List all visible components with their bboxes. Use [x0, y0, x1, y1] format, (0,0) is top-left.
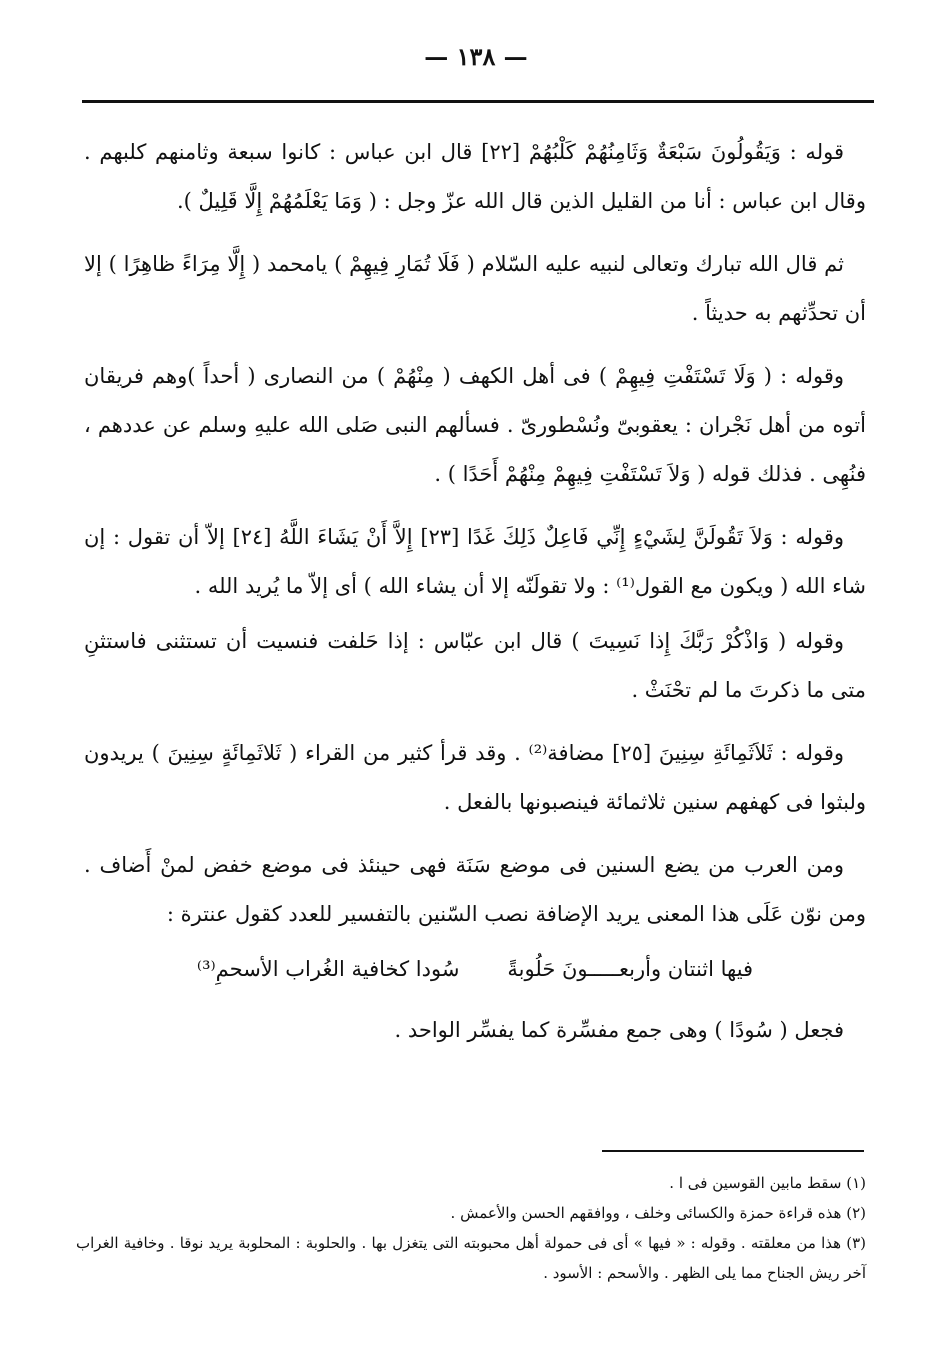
verse-first-hemistich: فيها اثنتان وأربعـــــونَ حَلُوبةً	[507, 957, 754, 981]
paragraph-verse-23-24: وقوله : وَلاَ تَقُولَنَّ لِشَيْءٍ إِنِّي فَاعِلٌ ذَلِكَ غَدًا [٢٣] إِلاَّ أَنْ يَشَاءَ اللَّهُ [٢٤] إلاّ أن تقول : إن شاء الله ( ويكون مع القول⁽¹⁾ : ولا تقولَنّه إلا أن يشاء الله ) أى إلاّ ما يُريد الله .	[84, 525, 866, 598]
main-text	[84, 128, 866, 1069]
header-rule	[82, 100, 874, 103]
paragraph-do-not-dispute: ثم قال الله تبارك وتعالى لنبيه عليه السّلام ( فَلَا تُمَارِ فِيهِمْ ) يامحمد ( إِلَّا مِرَاءً ظاهِرًا ) إلا أن تحدِّثهم به حديثاً .	[84, 252, 866, 325]
footnote-2: (٢) هذه قراءة حمزة والكسائى وخلف ، ووافقهم الحسن والأعمش .	[450, 1204, 866, 1222]
poetry-verse	[84, 945, 866, 994]
paragraph-remember-lord: وقوله ( وَاذْكُرْ رَبَّكَ إِذا نَسِيتَ ) قال ابن عبّاس : إذا حَلفت فنسيت أن تستثنى فاستثنِ متى ما ذكرتَ ما لم تحْنَثْ .	[84, 629, 866, 702]
paragraph-verse-25: وقوله : ثَلاَثَمِائَةِ سِنِينَ [٢٥] مضافة⁽²⁾ . وقد قرأ كثير من القراء ( ثَلاثَمِائَةٍ سِنِينَ ) يريدون ولبثوا فى كهفهم سنين ثلاثمائة فينصبونها بالفعل .	[84, 741, 866, 814]
footnote-3: (٣) هذا من معلقته . وقوله : « فيها » أى فى حمولة أهل محبوبته التى يتغزل بها . والحلوبة : المحلوبة يريد نوقا . وخافية الغراب آخر ريش الجناح مما يلى الظهر . والأسحم : الأسود .	[76, 1234, 866, 1282]
footnote-1: (١) سقط مابين القوسين فى ا .	[669, 1174, 866, 1192]
verse-second-hemistich: سُودا كخافية الغُراب الأسحمِ⁽³⁾	[196, 957, 460, 981]
paragraph-do-not-consult: وقوله : ( وَلَا تَسْتَفْتِ فِيهِمْ ) فى أهل الكهف ( مِنْهُمْ ) من النصارى ( أحداً )وهم فريقان أتوه من أهل نَجْران : يعقوبىّ ونُسْطورىّ . فسألهم النبى صَلى الله عليهِ وسلم عن عددهم ، فنُهِى . فذلك قوله ( وَلاَ تَسْتَفْتِ فِيهِمْ مِنْهُمْ أَحَدًا ) .	[84, 364, 866, 486]
paragraph-closing: فجعل ( سُودًا ) وهى جمع مفسِّرة كما يفسِّر الواحد .	[394, 1018, 844, 1042]
paragraph-arab-usage: ومن العرب من يضع السنين فى موضع سَنَة فهى حينئذ فى موضع خفض لمنْ أَضاف . ومن نوّن عَلَى هذا المعنى يريد الإضافة نصب السّنين بالتفسير للعدد كقول عنترة :	[84, 853, 866, 926]
footnotes	[76, 1168, 866, 1288]
footnote-rule	[602, 1150, 864, 1152]
page-number: — ١٣٨ —	[424, 42, 528, 71]
paragraph-verse-22: قوله : وَيَقُولُونَ سَبْعَةٌ وَثَامِنُهُمْ كَلْبُهُمْ [٢٢] قال ابن عباس : كانوا سبعة وثامنهم كلبهم . وقال ابن عباس : أنا من القليل الذين قال الله عزّ وجل : ( وَمَا يَعْلَمُهُمْ إِلَّا قَلِيلٌ ).	[84, 140, 866, 213]
